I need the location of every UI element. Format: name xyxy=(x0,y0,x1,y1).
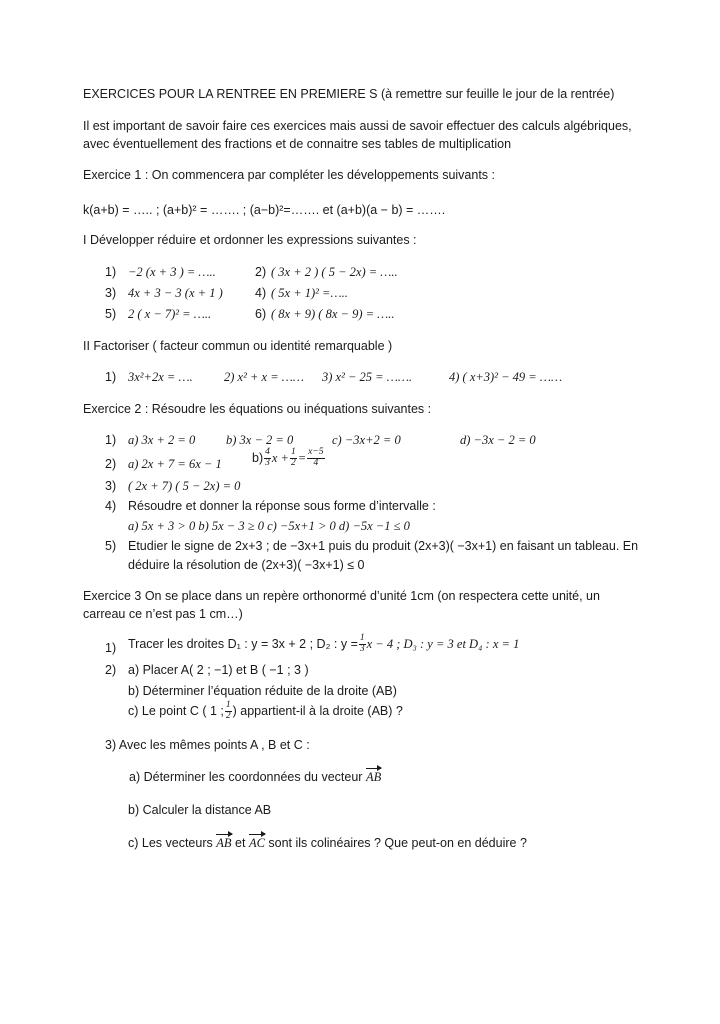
item-number: 2) xyxy=(105,663,117,677)
vector-coordinates-line: a) Déterminer les coordonnées du vecteur AB xyxy=(129,770,382,784)
vector-ab: AB xyxy=(365,770,382,784)
equation-1d: d) −3x − 2 = 0 xyxy=(460,433,536,447)
part-1-title: I Développer réduire et ordonner les expressions suivantes : xyxy=(83,233,417,247)
factor-expression-1: 3x²+2x = …. xyxy=(128,370,193,384)
exercise-1-title: Exercice 1 : On commencera par compléter les développements suivants : xyxy=(83,168,495,182)
equation-2b: b) $\frac{4}{3}$ x + $\frac{1}{2}$ = $\frac{x-5}{4}$ xyxy=(252,447,324,468)
expand-expression-6: ( 8x + 9) ( 8x − 9) = ….. xyxy=(271,307,395,321)
item-number: 4) xyxy=(255,286,267,300)
exercise-3-title-2: carreau ce n’est pas 1 cm…) xyxy=(83,607,243,621)
item-number: 2) xyxy=(105,457,117,471)
collinearity-line: c) Les vecteurs AB et AC sont ils colinéaires ? Que peut-on en déduire ? xyxy=(128,836,527,850)
exercise-2-title: Exercice 2 : Résoudre les équations ou inéquations suivantes : xyxy=(83,402,432,416)
equation-1c: c) −3x+2 = 0 xyxy=(332,433,401,447)
equation-1a: a) 3x + 2 = 0 xyxy=(128,433,196,447)
item-number: 3) xyxy=(105,286,117,300)
expand-expression-1: −2 (x + 3 ) = ….. xyxy=(128,265,216,279)
expand-expression-5: 2 ( x − 7)² = ….. xyxy=(128,307,212,321)
fraction-one-half: $\frac{1}{2}$ xyxy=(225,700,231,721)
factor-expression-3: 3) x² − 25 = ……. xyxy=(322,370,413,384)
sign-study-line-1: Etudier le signe de 2x+3 ; de −3x+1 puis du produit (2x+3)( −3x+1) en faisant un tableau. En xyxy=(128,539,639,553)
item-number: 1) xyxy=(105,641,117,655)
part-2-title: II Factoriser ( facteur commun ou identité remarquable ) xyxy=(83,339,393,353)
document-title: EXERCICES POUR LA RENTREE EN PREMIERE S (à remettre sur feuille le jour de la rentrée) xyxy=(83,87,615,101)
inequations-list: a) 5x + 3 > 0 b) 5x − 3 ≥ 0 c) −5x+1 > 0 d) −5x −1 ≤ 0 xyxy=(128,519,410,533)
item-number: 4) xyxy=(105,499,117,513)
expand-expression-4: ( 5x + 1)² =….. xyxy=(271,286,348,300)
vector-ac: AC xyxy=(248,836,265,850)
reduced-equation-line: b) Déterminer l’équation réduite de la droite (AB) xyxy=(128,684,397,698)
item-number: 1) xyxy=(105,265,117,279)
equation-3: ( 2x + 7) ( 5 − 2x) = 0 xyxy=(128,479,241,493)
item-number: 2) xyxy=(255,265,267,279)
item-number: 1) xyxy=(105,433,117,447)
fraction-four-thirds: $\frac{4}{3}$ xyxy=(265,447,270,468)
item-number: 3) xyxy=(105,479,117,493)
item-number: 5) xyxy=(105,539,117,553)
vector-ab: AB xyxy=(216,836,232,850)
intro-line-2: avec éventuellement des fractions et de connaitre ses tables de multiplication xyxy=(83,137,512,151)
point-c-line: c) Le point C ( 1 ; $\frac{1}{2}$ ) appartient-il à la droite (AB) ? xyxy=(128,700,403,721)
same-points-line: 3) Avec les mêmes points A , B et C : xyxy=(105,738,310,752)
fraction-x-minus-5-over-4: $\frac{x-5}{4}$ xyxy=(308,447,324,468)
expand-expression-3: 4x + 3 − 3 (x + 1 ) xyxy=(128,286,223,300)
intro-line-1: Il est important de savoir faire ces exercices mais aussi de savoir effectuer des calculs algébriques, xyxy=(83,119,632,133)
inequation-instruction: Résoudre et donner la réponse sous forme d’intervalle : xyxy=(128,499,436,513)
place-points-line: a) Placer A( 2 ; −1) et B ( −1 ; 3 ) xyxy=(128,663,309,677)
identities-line: k(a+b) = ….. ; (a+b)² = ……. ; (a−b)²=……. et (a+b)(a − b) = ……. xyxy=(83,203,446,217)
factor-expression-2: 2) x² + x = …… xyxy=(224,370,304,384)
equation-1b: b) 3x − 2 = 0 xyxy=(226,433,294,447)
fraction-one-half: $\frac{1}{2}$ xyxy=(290,447,296,468)
item-number: 6) xyxy=(255,307,267,321)
item-number: 5) xyxy=(105,307,117,321)
factor-expression-4: 4) ( x+3)² − 49 = …… xyxy=(449,370,563,384)
distance-line: b) Calculer la distance AB xyxy=(128,803,272,817)
expand-expression-2: ( 3x + 2 ) ( 5 − 2x) = ….. xyxy=(271,265,398,279)
exercise-3-title-1: Exercice 3 On se place dans un repère orthonormé d’unité 1cm (on respectera cette unité, un xyxy=(83,589,600,603)
equation-2a: a) 2x + 7 = 6x − 1 xyxy=(128,457,222,471)
sign-study-line-2: déduire la résolution de (2x+3)( −3x+1) ≤ 0 xyxy=(128,558,365,572)
fraction-one-third: $\frac{1}{3}$ xyxy=(359,633,365,654)
item-number: 1) xyxy=(105,370,117,384)
lines-instruction: Tracer les droites D₁ : y = 3x + 2 ; D₂ : y = $\frac{1}{3}$ x − 4 ; D₃ : y = 3 et D₄ : x = 1 xyxy=(128,633,520,654)
